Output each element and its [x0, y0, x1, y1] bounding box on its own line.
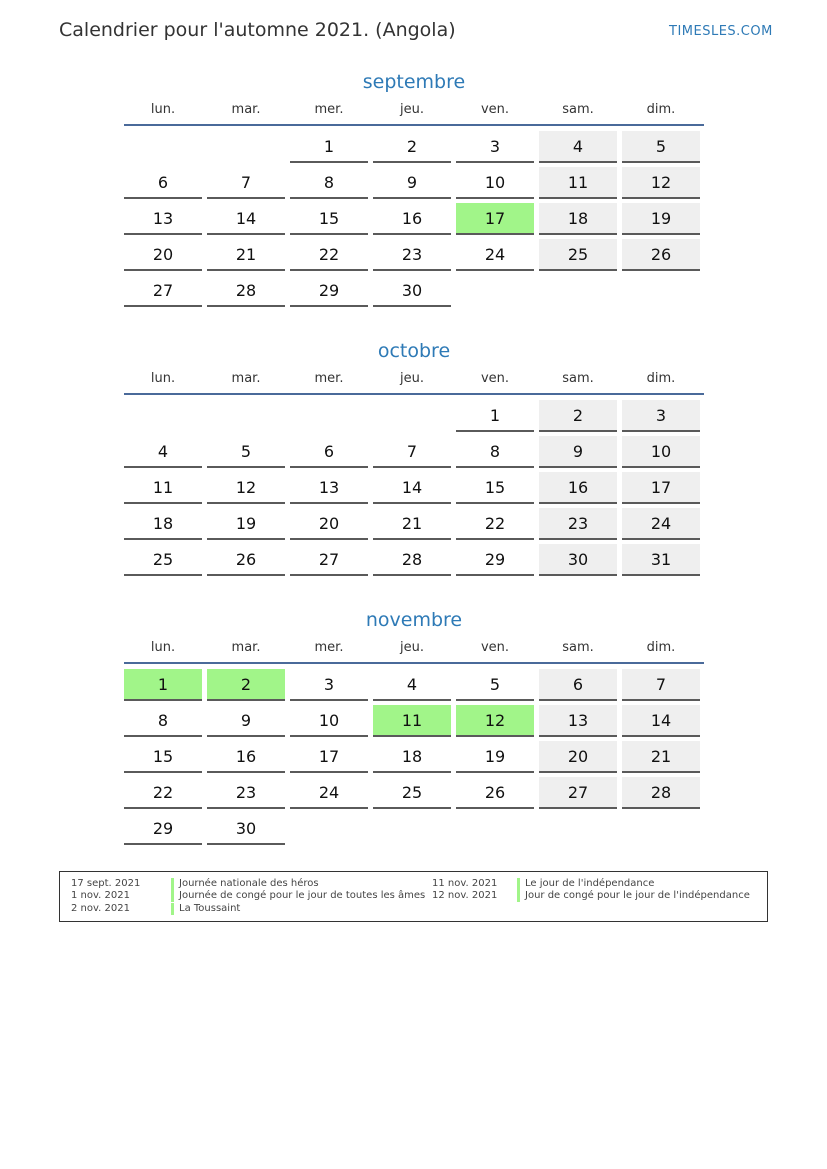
day-cell[interactable]: 5	[207, 436, 285, 468]
day-cell[interactable]: 19	[456, 741, 534, 773]
day-cell[interactable]: 3	[290, 669, 368, 701]
weeks	[124, 131, 704, 307]
day-cell[interactable]: 25	[124, 544, 202, 576]
day-cell[interactable]: 7	[622, 669, 700, 701]
empty-day-cell	[207, 400, 285, 432]
legend-date: 1 nov. 2021	[71, 890, 130, 901]
weekday-label: dim.	[646, 640, 676, 655]
day-cell[interactable]: 23	[207, 777, 285, 809]
day-cell[interactable]: 4	[124, 436, 202, 468]
day-cell[interactable]: 12	[622, 167, 700, 199]
day-cell[interactable]: 28	[207, 275, 285, 307]
day-cell[interactable]: 28	[373, 544, 451, 576]
day-cell[interactable]: 30	[539, 544, 617, 576]
empty-day-cell	[456, 275, 534, 307]
empty-day-cell	[622, 813, 700, 845]
empty-day-cell	[290, 400, 368, 432]
day-cell[interactable]: 6	[124, 167, 202, 199]
week-row	[124, 167, 704, 199]
day-cell[interactable]: 13	[124, 203, 202, 235]
day-cell[interactable]: 25	[373, 777, 451, 809]
day-cell[interactable]: 22	[124, 777, 202, 809]
legend-name: Journée de congé pour le jour de toutes les âmes	[171, 890, 425, 902]
week-row	[124, 436, 704, 468]
week-row	[124, 741, 704, 773]
empty-day-cell	[456, 813, 534, 845]
day-cell[interactable]: 16	[207, 741, 285, 773]
empty-day-cell	[373, 813, 451, 845]
day-cell[interactable]: 7	[373, 436, 451, 468]
page-title: Calendrier pour l'automne 2021. (Angola)	[59, 19, 456, 41]
day-cell[interactable]: 29	[456, 544, 534, 576]
day-cell[interactable]: 13	[290, 472, 368, 504]
day-cell[interactable]: 3	[622, 400, 700, 432]
weekday-label: mar.	[231, 371, 261, 386]
holiday-legend	[59, 871, 768, 922]
holiday-day-cell[interactable]: 2	[207, 669, 285, 701]
day-cell[interactable]: 2	[539, 400, 617, 432]
holiday-day-cell[interactable]: 12	[456, 705, 534, 737]
day-cell[interactable]: 27	[539, 777, 617, 809]
day-cell[interactable]: 24	[290, 777, 368, 809]
holiday-day-cell[interactable]: 1	[124, 669, 202, 701]
day-cell[interactable]: 7	[207, 167, 285, 199]
month-november	[124, 606, 704, 849]
weekday-rule	[124, 662, 704, 664]
day-cell[interactable]: 25	[539, 239, 617, 271]
day-cell[interactable]: 11	[539, 167, 617, 199]
weekday-label: jeu.	[400, 640, 424, 655]
day-cell[interactable]: 9	[373, 167, 451, 199]
day-cell[interactable]: 14	[373, 472, 451, 504]
empty-day-cell	[124, 400, 202, 432]
weekday-header	[124, 367, 704, 393]
empty-day-cell	[539, 275, 617, 307]
day-cell[interactable]: 9	[539, 436, 617, 468]
legend-name: Le jour de l'indépendance	[517, 878, 654, 890]
legend-date: 11 nov. 2021	[432, 878, 498, 889]
week-row	[124, 669, 704, 701]
day-cell[interactable]: 26	[456, 777, 534, 809]
day-cell[interactable]: 17	[622, 472, 700, 504]
week-row	[124, 813, 704, 845]
empty-day-cell	[207, 131, 285, 163]
day-cell[interactable]: 8	[290, 167, 368, 199]
day-cell[interactable]: 5	[456, 669, 534, 701]
legend-date: 12 nov. 2021	[432, 890, 498, 901]
day-cell[interactable]: 27	[290, 544, 368, 576]
weekday-label: jeu.	[400, 102, 424, 117]
day-cell[interactable]: 11	[124, 472, 202, 504]
weekday-label: dim.	[646, 371, 676, 386]
day-cell[interactable]: 5	[622, 131, 700, 163]
weekday-label: lun.	[150, 371, 176, 386]
day-cell[interactable]: 22	[290, 239, 368, 271]
empty-day-cell	[290, 813, 368, 845]
empty-day-cell	[539, 813, 617, 845]
week-row	[124, 203, 704, 235]
day-cell[interactable]: 13	[539, 705, 617, 737]
legend-name: Journée nationale des héros	[171, 878, 319, 890]
weeks	[124, 669, 704, 845]
day-cell[interactable]: 31	[622, 544, 700, 576]
day-cell[interactable]: 15	[290, 203, 368, 235]
day-cell[interactable]: 18	[373, 741, 451, 773]
weekday-label: mar.	[231, 102, 261, 117]
weekday-rule	[124, 124, 704, 126]
day-cell[interactable]: 26	[622, 239, 700, 271]
week-row	[124, 777, 704, 809]
day-cell[interactable]: 12	[207, 472, 285, 504]
day-cell[interactable]: 10	[290, 705, 368, 737]
week-row	[124, 275, 704, 307]
holiday-day-cell[interactable]: 11	[373, 705, 451, 737]
day-cell[interactable]: 15	[124, 741, 202, 773]
holiday-day-cell[interactable]: 17	[456, 203, 534, 235]
week-row	[124, 131, 704, 163]
day-cell[interactable]: 16	[373, 203, 451, 235]
day-cell[interactable]: 21	[373, 508, 451, 540]
day-cell[interactable]: 30	[373, 275, 451, 307]
day-cell[interactable]: 4	[539, 131, 617, 163]
day-cell[interactable]: 30	[207, 813, 285, 845]
day-cell[interactable]: 20	[539, 741, 617, 773]
weekday-label: sam.	[562, 640, 594, 655]
day-cell[interactable]: 8	[456, 436, 534, 468]
day-cell[interactable]: 21	[622, 741, 700, 773]
weekday-label: mer.	[314, 640, 344, 655]
weekday-label: mer.	[314, 102, 344, 117]
empty-day-cell	[124, 131, 202, 163]
weekday-label: sam.	[562, 102, 594, 117]
empty-day-cell	[373, 400, 451, 432]
day-cell[interactable]: 18	[539, 203, 617, 235]
day-cell[interactable]: 10	[456, 167, 534, 199]
weekday-label: ven.	[480, 102, 510, 117]
week-row	[124, 400, 704, 432]
weekday-header	[124, 98, 704, 124]
legend-name: La Toussaint	[171, 903, 240, 915]
day-cell[interactable]: 22	[456, 508, 534, 540]
weekday-header	[124, 636, 704, 662]
day-cell[interactable]: 23	[539, 508, 617, 540]
day-cell[interactable]: 10	[622, 436, 700, 468]
week-row	[124, 705, 704, 737]
week-row	[124, 508, 704, 540]
day-cell[interactable]: 14	[622, 705, 700, 737]
day-cell[interactable]: 21	[207, 239, 285, 271]
weekday-label: lun.	[150, 640, 176, 655]
day-cell[interactable]: 24	[622, 508, 700, 540]
empty-day-cell	[622, 275, 700, 307]
day-cell[interactable]: 19	[622, 203, 700, 235]
week-row	[124, 472, 704, 504]
day-cell[interactable]: 28	[622, 777, 700, 809]
day-cell[interactable]: 4	[373, 669, 451, 701]
day-cell[interactable]: 27	[124, 275, 202, 307]
month-title: septembre	[362, 71, 466, 93]
day-cell[interactable]: 3	[456, 131, 534, 163]
legend-date: 2 nov. 2021	[71, 903, 130, 914]
week-row	[124, 544, 704, 576]
week-row	[124, 239, 704, 271]
day-cell[interactable]: 18	[124, 508, 202, 540]
weekday-label: ven.	[480, 371, 510, 386]
month-title: octobre	[377, 340, 451, 362]
day-cell[interactable]: 9	[207, 705, 285, 737]
day-cell[interactable]: 14	[207, 203, 285, 235]
day-cell[interactable]: 2	[373, 131, 451, 163]
weekday-label: dim.	[646, 102, 676, 117]
weekday-label: jeu.	[400, 371, 424, 386]
day-cell[interactable]: 26	[207, 544, 285, 576]
weekday-label: mar.	[231, 640, 261, 655]
month-title: novembre	[365, 609, 463, 631]
day-cell[interactable]: 29	[124, 813, 202, 845]
day-cell[interactable]: 23	[373, 239, 451, 271]
weekday-label: mer.	[314, 371, 344, 386]
brand-link[interactable]: TIMESLES.COM	[669, 24, 773, 39]
weeks	[124, 400, 704, 576]
weekday-rule	[124, 393, 704, 395]
day-cell[interactable]: 29	[290, 275, 368, 307]
day-cell[interactable]: 20	[290, 508, 368, 540]
day-cell[interactable]: 24	[456, 239, 534, 271]
day-cell[interactable]: 1	[290, 131, 368, 163]
day-cell[interactable]: 20	[124, 239, 202, 271]
day-cell[interactable]: 17	[290, 741, 368, 773]
legend-date: 17 sept. 2021	[71, 878, 141, 889]
day-cell[interactable]: 1	[456, 400, 534, 432]
month-september	[124, 68, 704, 311]
month-october	[124, 337, 704, 580]
day-cell[interactable]: 6	[290, 436, 368, 468]
day-cell[interactable]: 16	[539, 472, 617, 504]
weekday-label: lun.	[150, 102, 176, 117]
legend-name: Jour de congé pour le jour de l'indépendance	[517, 890, 750, 902]
weekday-label: ven.	[480, 640, 510, 655]
weekday-label: sam.	[562, 371, 594, 386]
day-cell[interactable]: 19	[207, 508, 285, 540]
day-cell[interactable]: 8	[124, 705, 202, 737]
day-cell[interactable]: 15	[456, 472, 534, 504]
day-cell[interactable]: 6	[539, 669, 617, 701]
